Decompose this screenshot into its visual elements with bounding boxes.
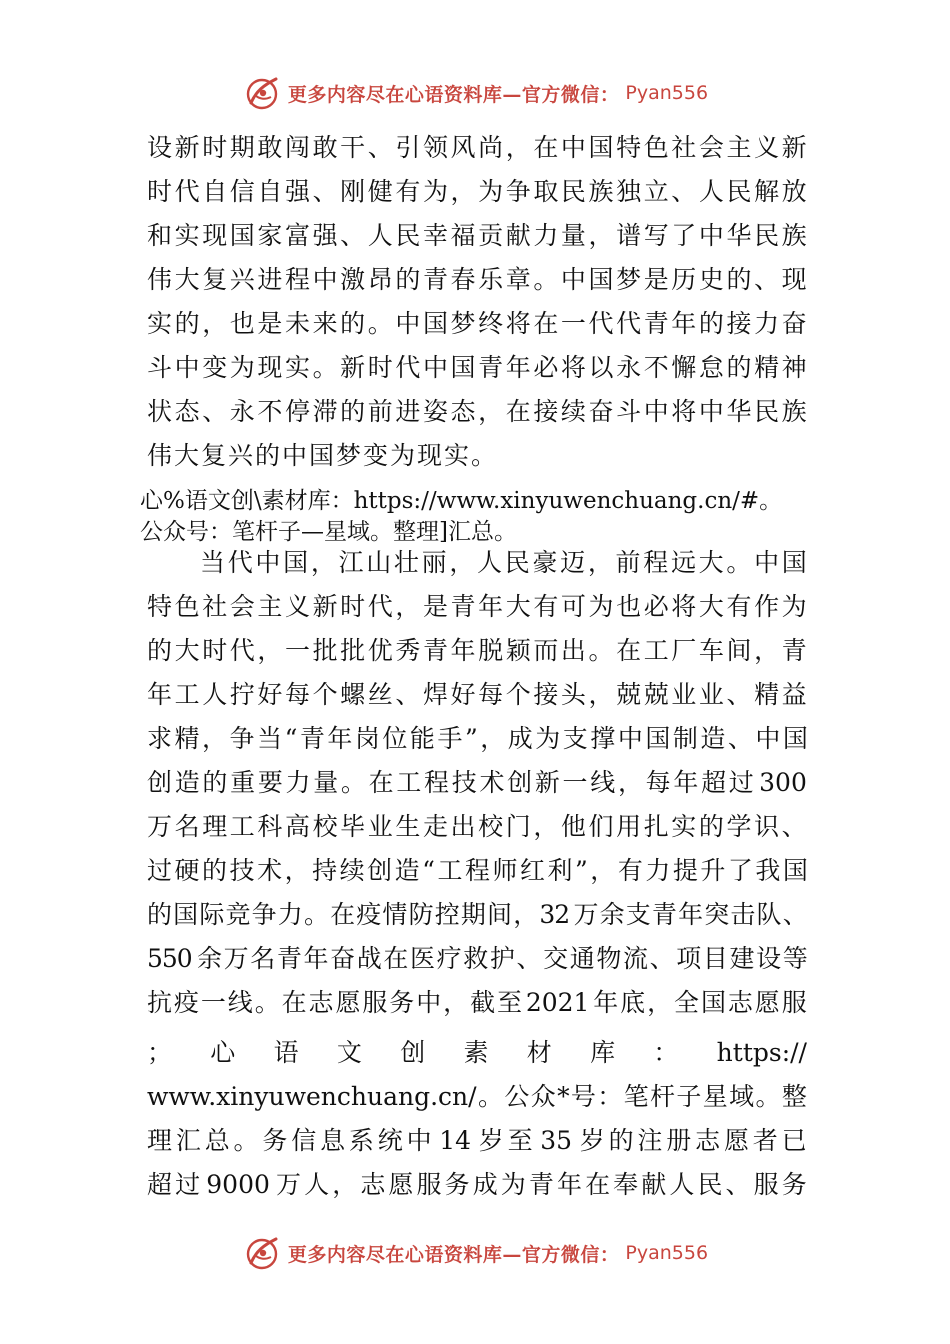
text-line: 超 过 9000 万 人 ， 志 愿 服 务 成 为 青 年 在 奉 献 人 民 、 服 务 [147, 1170, 807, 1199]
spread-cell: 库 [590, 1038, 616, 1067]
text-line: 万 名 理 工 科 高 校 毕 业 生 走 出 校 门 ， 他 们 用 扎 实 的 学 识 、 [147, 812, 807, 841]
text-line: 求 精 ， 争 当 “ 青 年 岗 位 能 手 ” ， 成 为 支 撑 中 国 制 造 、 中 国 [147, 724, 807, 753]
text-line: 550 余 万 名 青 年 奋 战 在 医 疗 救 护 、 交 通 物 流 、 项 目 建 设 等 [147, 944, 807, 973]
text-line: www.xinyuwenchuang.cn/ 。 公 众 * 号 ： 笔 杆 子 星 域 。 整 [147, 1082, 807, 1111]
text-line: 创 造 的 重 要 力 量 。 在 工 程 技 术 创 新 一 线 ， 每 年 超 过 300 [147, 768, 807, 797]
text-line: 设 新 时 期 敢 闯 敢 干 、 引 领 风 尚 ， 在 中 国 特 色 社 会 主 义 新 [147, 133, 807, 162]
spread-cell: ： [653, 1038, 679, 1067]
text-line: 抗 疫 一 线 。 在 志 愿 服 务 中 ， 截 至 2021 年 底 ， 全 国 志 愿 服 [147, 988, 807, 1017]
page-footer [0, 1228, 950, 1278]
text-line: 的 国 际 竞 争 力 。 在 疫 情 防 控 期 间 ， 32 万 余 支 青 年 突 击 队 、 [147, 900, 807, 929]
paragraph-first-line: 当 代 中 国 ， 江 山 壮 丽 ， 人 民 豪 迈 ， 前 程 远 大 。 中 国 [200, 548, 807, 577]
spread-watermark-line [147, 1036, 807, 1070]
text-line: 过 硬 的 技 术 ， 持 续 创 造 “ 工 程 师 红 利 ” ， 有 力 提 升 了 我 国 [147, 856, 807, 885]
header-wechat-handle: Pyan556 [625, 82, 709, 104]
footer-wechat-handle: Pyan556 [625, 1242, 709, 1264]
text-line: 年 工 人 拧 好 每 个 螺 丝 、 焊 好 每 个 接 头 ， 兢 兢 业 业 、 精 益 [147, 680, 807, 709]
spread-cell: 创 [400, 1038, 426, 1067]
text-line: 状 态 、 永 不 停 滞 的 前 进 姿 态 ， 在 接 续 奋 斗 中 将 中 华 民 族 [147, 397, 807, 426]
header-banner-text: 更多内容尽在心语资料库—官方微信： [287, 83, 620, 106]
text-line: 斗 中 变 为 现 实 。 新 时 代 中 国 青 年 必 将 以 永 不 懈 怠 的 精 神 [147, 353, 807, 382]
watermark-line-url: 心%语文创\素材库：https://www.xinyuwenchuang.cn/#。 [140, 488, 783, 514]
spread-cell: 素 [463, 1038, 489, 1067]
spread-cell: ； [147, 1038, 173, 1067]
text-line: 时 代 自 信 自 强 、 刚 健 有 为 ， 为 争 取 民 族 独 立 、 人 民 解 放 [147, 177, 807, 206]
text-line: 的 大 时 代 ， 一 批 批 优 秀 青 年 脱 颖 而 出 。 在 工 厂 车 间 ， 青 [147, 636, 807, 665]
logo-icon [242, 1233, 282, 1273]
footer-banner-text: 更多内容尽在心语资料库—官方微信： [287, 1243, 620, 1266]
text-line: 和 实 现 国 家 富 强 、 人 民 幸 福 贡 献 力 量 ， 谱 写 了 中 华 民 族 [147, 221, 807, 250]
spread-cell: 文 [336, 1038, 362, 1067]
watermark-line-account: 公众号：笔杆子—星域。整理]汇总。 [140, 519, 517, 545]
footer-banner [242, 1233, 708, 1273]
spread-cell: 语 [273, 1038, 299, 1067]
spread-cell: https:// [716, 1038, 807, 1067]
spread-cell: 心 [210, 1038, 236, 1067]
text-line: 伟大复兴的中国梦变为现实。 [147, 441, 499, 470]
text-line: 伟 大 复 兴 进 程 中 激 昂 的 青 春 乐 章 。 中 国 梦 是 历 史 的 、 现 [147, 265, 807, 294]
spread-cell: 材 [526, 1038, 552, 1067]
text-line: 特 色 社 会 主 义 新 时 代 ， 是 青 年 大 有 可 为 也 必 将 大 有 作 为 [147, 592, 807, 621]
text-line: 理 汇 总 。 务 信 息 系 统 中 14 岁 至 35 岁 的 注 册 志 愿 者 已 [147, 1126, 807, 1155]
text-line: 实 的 ， 也 是 未 来 的 。 中 国 梦 终 将 在 一 代 代 青 年 的 接 力 奋 [147, 309, 807, 338]
